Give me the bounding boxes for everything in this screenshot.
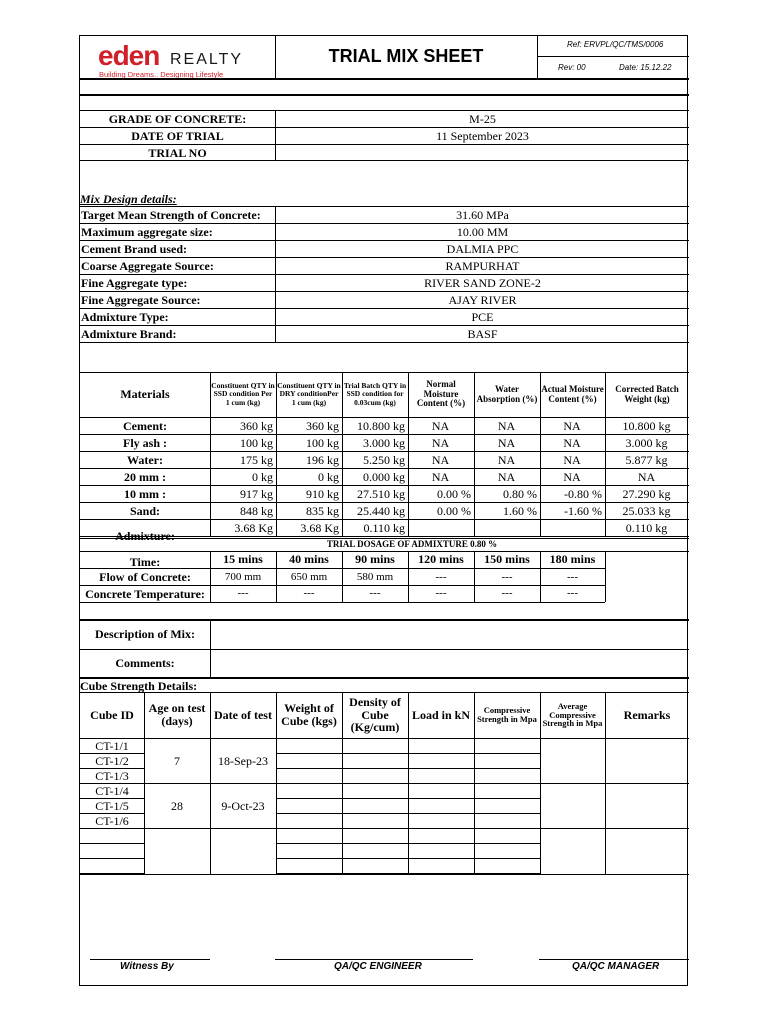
cube-header-density — [343, 693, 407, 737]
material-dry: 360 kg — [306, 419, 339, 433]
material-name: Sand: — [129, 504, 161, 518]
material-ssd: 175 kg — [240, 453, 273, 467]
material-corrected: 5.877 kg — [625, 453, 668, 467]
material-name: Cement: — [123, 419, 167, 433]
time-label: Time: — [129, 555, 161, 569]
flow-value: --- — [435, 571, 447, 583]
flow-value: --- — [501, 571, 513, 583]
material-dry: 196 kg — [306, 453, 339, 467]
material-batch: 10.800 kg — [357, 419, 405, 433]
trial-mix-sheet — [79, 35, 688, 986]
grade-label: GRADE OF CONCRETE: — [108, 112, 247, 126]
witness-signature: Witness By — [120, 961, 174, 972]
material-name: Water: — [127, 453, 163, 467]
page-title: TRIAL MIX SHEET — [328, 46, 484, 66]
time-value: 150 mins — [484, 552, 530, 566]
material-dry: 835 kg — [306, 504, 339, 518]
cube-id: CT-1/4 — [95, 784, 129, 798]
admixture-ssd: 3.68 Kg — [234, 521, 273, 535]
admixture-dosage: TRIAL DOSAGE OF ADMIXTURE 0.80 % — [326, 539, 498, 549]
material-normal: NA — [431, 470, 450, 484]
header-text: Density of Cube (Kg/cum) — [349, 695, 401, 735]
materials-header-materials — [81, 373, 209, 416]
material-actual: NA — [563, 419, 581, 433]
materials-header-corrected — [606, 373, 688, 416]
cube-header-remarks — [606, 693, 688, 737]
admixture-batch: 0.110 kg — [363, 521, 405, 535]
cube-id: CT-1/6 — [95, 814, 129, 828]
material-normal: 0.00 % — [437, 504, 471, 518]
material-ssd: 100 kg — [240, 436, 273, 450]
ref-number: Ref: ERVPL/QC/TMS/0006 — [567, 40, 664, 49]
material-ssd: 917 kg — [240, 487, 273, 501]
material-water: 0.80 % — [503, 487, 537, 501]
mix-design-value: BASF — [467, 327, 498, 341]
materials-header-dry — [277, 373, 341, 416]
material-batch: 3.000 kg — [363, 436, 405, 450]
material-corrected: 25.033 kg — [622, 504, 671, 518]
mix-design-value: 31.60 MPa — [456, 208, 509, 222]
time-value: 180 mins — [549, 552, 596, 566]
header-text: Load in kN — [411, 707, 471, 722]
revision-date: Date: 15.12.22 — [619, 63, 672, 72]
logo-realty-text: REALTY — [170, 51, 244, 68]
mix-design-label: Admixture Brand: — [81, 327, 177, 341]
materials-header-ssd — [211, 373, 275, 416]
cube-header-load — [409, 693, 473, 737]
temperature-value: --- — [369, 587, 381, 599]
material-name: 10 mm : — [124, 487, 166, 501]
date-value: 11 September 2023 — [436, 129, 529, 143]
comments-label: Comments: — [115, 656, 175, 670]
material-actual: -0.80 % — [564, 487, 602, 501]
qa-engineer-signature: QA/QC ENGINEER — [334, 961, 422, 972]
material-water: NA — [497, 436, 516, 450]
material-water: NA — [497, 453, 516, 467]
material-water: NA — [497, 419, 516, 433]
mix-design-value: PCE — [471, 310, 494, 324]
mix-design-label: Admixture Type: — [81, 310, 169, 324]
time-value: 90 mins — [355, 552, 395, 566]
material-ssd: 0 kg — [252, 470, 273, 484]
mix-design-value: DALMIA PPC — [446, 242, 519, 256]
materials-header-normal — [409, 373, 473, 416]
mix-design-value: 10.00 MM — [456, 225, 509, 239]
mix-design-label: Cement Brand used: — [81, 242, 188, 256]
header-text: Water Absorption (%) — [476, 383, 538, 404]
logo-eden-text: eden — [98, 40, 160, 71]
material-normal: 0.00 % — [437, 487, 471, 501]
flow-value: 580 mm — [356, 571, 394, 583]
material-corrected: NA — [637, 470, 656, 484]
cube-header-weight — [277, 693, 341, 737]
materials-header-actual — [541, 373, 604, 416]
header-text: Corrected Batch Weight (kg) — [615, 383, 679, 404]
material-corrected: 27.290 kg — [622, 487, 671, 501]
time-value: 40 mins — [289, 552, 329, 566]
admixture-name: Admixture: — [115, 529, 175, 543]
cube-test-date: 9-Oct-23 — [221, 799, 265, 813]
cube-header-date — [211, 693, 275, 737]
flow-label: Flow of Concrete: — [99, 570, 191, 584]
mix-design-label: Fine Aggregate type: — [81, 276, 188, 290]
material-batch: 0.000 kg — [363, 470, 405, 484]
revision: Rev: 00 — [558, 63, 586, 72]
material-corrected: 10.800 kg — [622, 419, 671, 433]
materials-header-water — [475, 373, 539, 416]
header-text: Trial Batch QTY in SSD condition for 0.03cum (kg) — [343, 381, 407, 407]
flow-value: 700 mm — [224, 571, 262, 583]
header-text: Remarks — [623, 707, 671, 722]
temperature-value: --- — [237, 587, 249, 599]
material-normal: NA — [431, 436, 450, 450]
material-ssd: 360 kg — [240, 419, 273, 433]
material-water: 1.60 % — [503, 504, 537, 518]
material-normal: NA — [431, 453, 450, 467]
header-text: Cube ID — [90, 707, 134, 722]
cube-id: CT-1/5 — [95, 799, 129, 813]
header-text: Actual Moisture Content (%) — [541, 383, 604, 404]
mix-design-value: RIVER SAND ZONE-2 — [424, 276, 541, 290]
description-label: Description of Mix: — [95, 627, 195, 641]
cube-id: CT-1/2 — [95, 754, 129, 768]
material-dry: 0 kg — [318, 470, 339, 484]
header-text: Normal Moisture Content (%) — [416, 378, 466, 409]
material-normal: NA — [431, 419, 450, 433]
materials-header-batch — [343, 373, 407, 416]
cube-id: CT-1/1 — [95, 739, 129, 753]
temperature-value: --- — [435, 587, 447, 599]
mix-design-label: Maximum aggregate size: — [81, 225, 213, 239]
material-actual: -1.60 % — [564, 504, 602, 518]
qa-manager-signature: QA/QC MANAGER — [572, 961, 660, 972]
material-actual: NA — [563, 436, 581, 450]
material-batch: 27.510 kg — [357, 487, 405, 501]
header-text: Constituent QTY in DRY conditionPer 1 cum (kg) — [277, 381, 341, 407]
mix-design-label: Coarse Aggregate Source: — [81, 259, 214, 273]
company-logo — [98, 42, 258, 80]
mix-design-label: Fine Aggregate Source: — [81, 293, 201, 307]
material-name: Fly ash : — [122, 436, 167, 450]
header-text: Materials — [120, 386, 170, 401]
time-value: 120 mins — [418, 552, 464, 566]
cube-age: 7 — [174, 754, 180, 768]
temperature-value: --- — [567, 587, 578, 599]
flow-value: 650 mm — [290, 571, 328, 583]
admixture-dry: 3.68 Kg — [300, 521, 339, 535]
cube-header-comp — [475, 693, 539, 737]
cube-header-avg — [541, 693, 604, 737]
cube-id: CT-1/3 — [95, 769, 129, 783]
material-water: NA — [497, 470, 516, 484]
material-actual: NA — [563, 470, 581, 484]
header-text: Weight of Cube (kgs) — [281, 701, 337, 728]
date-label: DATE OF TRIAL — [131, 129, 224, 143]
mix-design-heading: Mix Design details: — [80, 192, 177, 206]
material-corrected: 3.000 kg — [625, 436, 668, 450]
logo-tagline: Building Dreams.. Designing Lifestyle — [99, 70, 224, 79]
material-batch: 25.440 kg — [357, 504, 405, 518]
trial-no-label: TRIAL NO — [148, 146, 207, 160]
material-dry: 100 kg — [306, 436, 339, 450]
temperature-value: --- — [303, 587, 315, 599]
cube-test-date: 18-Sep-23 — [218, 754, 268, 768]
material-dry: 910 kg — [306, 487, 339, 501]
header-text: Constituent QTY in SSD condition Per 1 cum (kg) — [211, 381, 275, 407]
header-text: Compressive Strength in Mpa — [477, 705, 537, 724]
time-value: 15 mins — [223, 552, 263, 566]
header-text: Average Compressive Strength in Mpa — [542, 700, 603, 729]
cube-header-id — [81, 693, 143, 737]
cube-age: 28 — [171, 799, 183, 813]
header-text: Date of test — [214, 707, 272, 722]
grade-value: M-25 — [469, 112, 496, 126]
flow-value: --- — [567, 571, 578, 583]
cube-heading: Cube Strength Details: — [80, 679, 198, 693]
header-text: Age on test (days) — [148, 701, 206, 728]
material-name: 20 mm : — [124, 470, 166, 484]
material-actual: NA — [563, 453, 581, 467]
mix-design-label: Target Mean Strength of Concrete: — [81, 208, 261, 222]
material-ssd: 848 kg — [240, 504, 273, 518]
material-batch: 5.250 kg — [363, 453, 405, 467]
temperature-value: --- — [501, 587, 513, 599]
mix-design-value: AJAY RIVER — [448, 293, 517, 307]
admixture-corrected: 0.110 kg — [625, 521, 668, 535]
mix-design-value: RAMPURHAT — [445, 259, 520, 273]
cube-header-age — [145, 693, 209, 737]
temperature-label: Concrete Temperature: — [85, 587, 205, 601]
